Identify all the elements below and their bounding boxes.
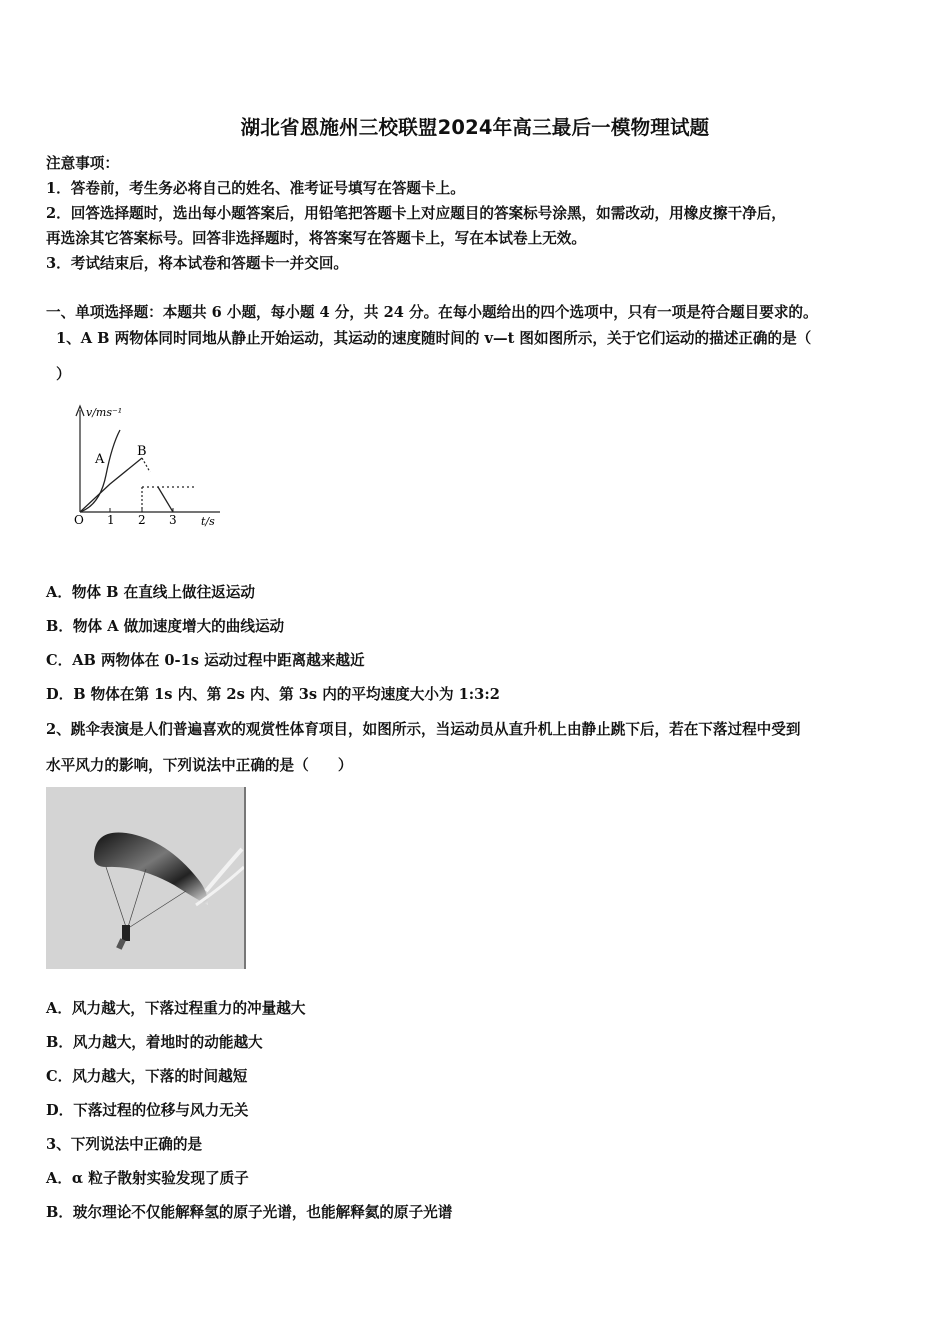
tick-label-3: 3 — [169, 513, 177, 527]
q2-stem: 2、跳伞表演是人们普遍喜欢的观赏性体育项目，如图所示，当运动员从直升机上由静止跳下后，若在下落过程中受到 — [46, 721, 801, 738]
line-b-down — [158, 487, 173, 512]
notice-heading: 注意事项： — [46, 155, 119, 172]
notice-item-2-cont: 再选涂其它答案标号。回答非选择题时，将答案写在答题卡上，写在本试卷上无效。 — [46, 230, 586, 247]
tick-label-1: 1 — [107, 513, 115, 527]
jumper — [122, 925, 130, 941]
q3-option-a[interactable]: A．α 粒子散射实验发现了质子 — [46, 1170, 249, 1187]
q1-stem: 1、A B 两物体同时同地从静止开始运动，其运动的速度随时间的 v—t 图如图所示，关于它们运动的描述正确的是（ — [56, 330, 812, 347]
x-axis-label: t/s — [201, 515, 215, 528]
vt-graph — [70, 400, 230, 535]
parachute-photo — [46, 787, 246, 969]
origin-label: O — [74, 513, 84, 527]
q2-option-d[interactable]: D．下落过程的位移与风力无关 — [46, 1102, 249, 1119]
tick-label-2: 2 — [138, 513, 146, 527]
q1-option-a[interactable]: A．物体 B 在直线上做往返运动 — [46, 584, 255, 601]
y-axis-label: v/ms⁻¹ — [86, 406, 123, 419]
line-b-drop — [142, 458, 150, 472]
section-heading: 一、单项选择题：本题共 6 小题，每小题 4 分，共 24 分。在每小题给出的四个选项中，只有一项是符合题目要求的。 — [46, 304, 818, 321]
notice-item-2: 2．回答选择题时，选出每小题答案后，用铅笔把答题卡上对应题目的答案标号涂黑，如需改动，用橡皮擦干净后， — [46, 205, 786, 222]
notice-item-3: 3．考试结束后，将本试卷和答题卡一并交回。 — [46, 255, 349, 272]
q1-option-b[interactable]: B．物体 A 做加速度增大的曲线运动 — [46, 618, 285, 635]
parachutist-illustration — [46, 787, 244, 969]
curve-b-label: B — [137, 444, 147, 459]
line-b — [80, 458, 142, 512]
q3-option-b[interactable]: B．玻尔理论不仅能解释氢的原子光谱，也能解释氦的原子光谱 — [46, 1204, 453, 1221]
q2-option-b[interactable]: B．风力越大，着地时的动能越大 — [46, 1034, 263, 1051]
q1-option-c[interactable]: C．AB 两物体在 0-1s 运动过程中距离越来越近 — [46, 652, 365, 669]
page-title: 湖北省恩施州三校联盟2024年高三最后一模物理试题 — [240, 116, 710, 139]
q2-option-c[interactable]: C．风力越大，下落的时间越短 — [46, 1068, 248, 1085]
curve-a — [80, 430, 120, 512]
q3-stem: 3、下列说法中正确的是 — [46, 1136, 203, 1153]
notice-item-1: 1．答卷前，考生务必将自己的姓名、准考证号填写在答题卡上。 — [46, 180, 465, 197]
q1-option-d[interactable]: D．B 物体在第 1s 内、第 2s 内、第 3s 内的平均速度大小为 1:3:2 — [46, 686, 500, 703]
q2-option-a[interactable]: A．风力越大，下落过程重力的冲量越大 — [46, 1000, 306, 1017]
curve-a-label: A — [95, 452, 105, 467]
q1-stem-cont: ） — [56, 366, 71, 383]
q2-stem-cont: 水平风力的影响，下列说法中正确的是（ ） — [46, 757, 353, 774]
